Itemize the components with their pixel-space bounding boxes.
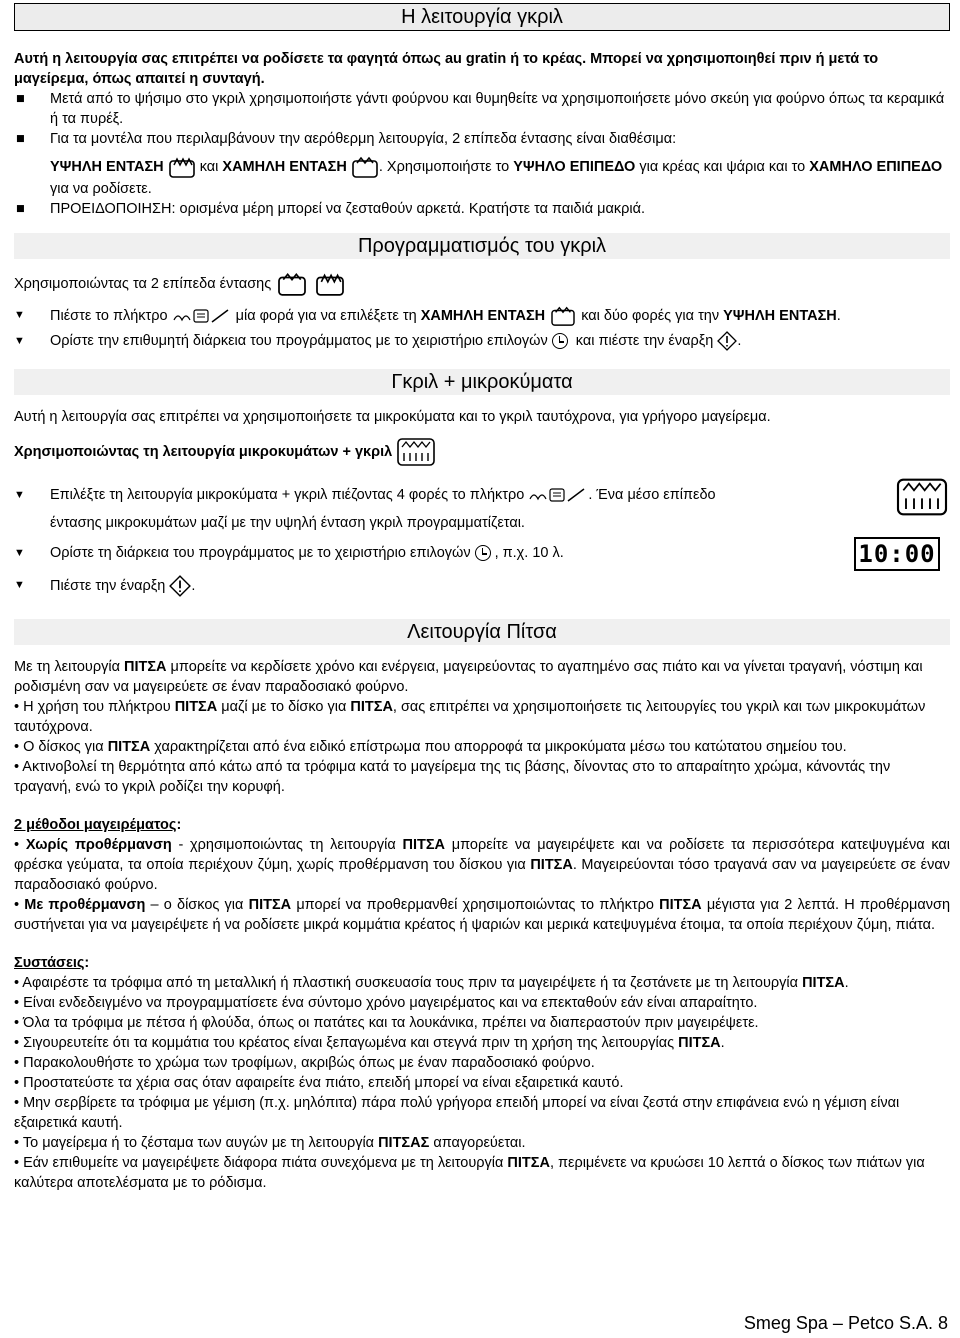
recommendations-title: Συστάσεις: — [14, 955, 90, 971]
prog-section — [14, 271, 950, 353]
microwave-grill-key-icon[interactable] — [528, 485, 588, 505]
grill-bullet-2: ■ Για τα μοντέλα που περιλαμβάνουν την αερόθερμη λειτουργία, 2 επίπεδα έντασης είναι διαθέσιμα: — [16, 131, 677, 147]
combo-step-2: ▼ Ορίστε τη διάρκεια του προγράμματος με το χειριστήριο επιλογών , π.χ. 10 λ. — [14, 545, 564, 561]
method-2: • Με προθέρμανση – ο δίσκος για ΠΙΤΣΑ μπορεί να προθερμανθεί χρησιμοποιώντας το πλήκτρο ΠΙΤΣΑ μέγιστα για 2 λεπτά. Η προθέρμανση συστήνεται για να μαγειρέψετε ή να ροδίσετε μικρά κομμάτια κρέατος ή ψαριών και μερικά κατεψυγμένα έτοιμα, τα οποία περιέχουν ζύμη, πιάτα. — [14, 897, 951, 933]
prog-section-header: Προγραμματισμός του γκριλ — [14, 233, 950, 259]
timer-display: 10:00 — [854, 537, 940, 571]
pizza-p4: • Ακτινοβολεί τη θερμότητα από κάτω από τα τρόφιμα κατά το μαγείρεμα της τις βάσης, δίνοντας στο το απαραίτητο χρώμα, κάνοντάς την τραγανή, ενώ το γκριλ ροδίζει την κορυφή. — [14, 759, 891, 795]
rec-1: • Αφαιρέστε τα τρόφιμα από τη μεταλλική ή πλαστική συσκευασία τους πριν τα μαγειρέψετε ή τα ζεστάνετε με τη λειτουργία ΠΙΤΣΑ. — [14, 975, 849, 991]
grill-levels: ΥΨΗΛΗ ΕΝΤΑΣΗ και ΧΑΜΗΛΗ ΕΝΤΑΣΗ . Χρησιμοποιήστε το ΥΨΗΛΟ ΕΠΙΠΕΔΟ για κρέας και ψάρια και το ΧΑΜΗΛΟ ΕΠΙΠΕΔΟ για να ροδίσετε. — [14, 155, 950, 199]
combo-step-1: ▼ Επιλέξτε τη λειτουργία μικροκύματα + γκριλ πιέζοντας 4 φορές το πλήκτρο . Ένα μέσο επίπεδο — [14, 485, 910, 507]
page-footer: Smeg Spa – Petco S.A. 8 — [743, 1313, 948, 1333]
clock-knob-icon[interactable] — [475, 545, 491, 561]
rec-3: • Όλα τα τρόφιμα με πέτσα ή φλούδα, όπως οι πατάτες και τα λουκάνικα, πρέπει να διαπεραστούν πριν μαγειρέψετε. — [14, 1015, 759, 1031]
page — [14, 0, 950, 1193]
combo-step-3: ▼ Πιέστε την έναρξη . — [14, 575, 950, 597]
pizza-section-header: Λειτουργία Πίτσα — [14, 619, 950, 645]
prog-step-1: ▼ Πιέστε το πλήκτρο μία φορά για να επιλέξετε τη ΧΑΜΗΛΗ ΕΝΤΑΣΗ και δύο φορές για την ΥΨΗΛΗ ΕΝΤΑΣΗ. — [14, 305, 950, 327]
grill-low-icon — [549, 305, 577, 327]
grill-low-icon — [275, 271, 309, 297]
grill-section-header — [14, 3, 950, 31]
pizza-section — [14, 657, 950, 1193]
pizza-p1: Με τη λειτουργία ΠΙΤΣΑ μπορείτε να κερδίσετε χρόνο και ενέργεια, μαγειρεύοντας το αγαπημένο σας πιάτο και να γίνεται τραγανή, νόστιμη και ροδισμένη σαν να μαγειρεύετε σε έναν παραδοσιακό φούρνο. — [14, 659, 923, 695]
grill-bullet-1: ■ Μετά από το ψήσιμο στο γκριλ χρησιμοποιήστε γάντι φούρνου και θυμηθείτε να χρησιμοποιήσετε μόνο σκεύη για φούρνο όπως τα κεραμικά ή τα πυρέξ. — [16, 91, 945, 127]
rec-9: • Εάν επιθυμείτε να μαγειρέψετε διάφορα πιάτα συνεχόμενα με τη λειτουργία ΠΙΤΣΑ, περιμένετε να κρυώσει 10 λεπτά ο δίσκος των πιάτων για καλύτερα αποτελέσματα με το ρόδισμα. — [14, 1155, 925, 1191]
grill-low-icon — [351, 155, 379, 179]
rec-7: • Μην σερβίρετε τα τρόφιμα με γέμιση (π.χ. μηλόπιτα) πάρα πολύ γρήγορα επειδή μπορεί να είναι ζεστά στην επιφάνεια ενώ η γέμιση είναι εξαιρετικά καυτή. — [14, 1095, 900, 1131]
rec-8: • Το μαγείρεμα ή το ζέσταμα των αυγών με τη λειτουργία ΠΙΤΣΑΣ απαγορεύεται. — [14, 1135, 526, 1151]
prog-step-2: ▼ Ορίστε την επιθυμητή διάρκεια του προγράμματος με το χειριστήριο επιλογών και πιέστε την έναρξη . — [14, 331, 950, 353]
clock-knob-icon[interactable] — [552, 333, 568, 349]
combo-intro: Αυτή η λειτουργία σας επιτρέπει να χρησιμοποιήσετε τα μικροκύματα και το γκριλ ταυτόχρονα, για γρήγορο μαγείρεμα. — [14, 409, 771, 425]
grill-high-icon — [313, 271, 347, 297]
start-icon[interactable] — [169, 575, 191, 597]
rec-5: • Παρακολουθήστε το χρώμα των τροφίμων, ακριβώς όπως με έναν παραδοσιακό φούρνο. — [14, 1055, 595, 1071]
methods-title: 2 μέθοδοι μαγειρέματος: — [14, 817, 182, 833]
grill-section — [14, 49, 950, 219]
start-icon[interactable] — [717, 331, 737, 351]
combo-using: Χρησιμοποιώντας τη λειτουργία μικροκυμάτων + γκριλ — [14, 437, 950, 467]
method-1: • Χωρίς προθέρμανση - χρησιμοποιώντας τη λειτουργία ΠΙΤΣΑ μπορείτε να μαγειρέψετε και να ροδίσετε τα περισσότερα κατεψυγμένα και φρέσκα γεύματα, τα οποία περιέχουν ζύμη, χωρίς προθέρμανση του δίσκου για ΠΙΤΣΑ. Μαγειρεύονται τόσο τραγανά σαν να μαγειρεύετε σε έναν παραδοσιακό φούρνο. — [14, 837, 951, 893]
combo-step-1-cont: έντασης μικροκυμάτων μαζί με την υψηλή ένταση γκριλ προγραμματίζεται. — [50, 515, 525, 531]
pizza-p2: • Η χρήση του πλήκτρου ΠΙΤΣΑ μαζί με το δίσκο για ΠΙΤΣΑ, σας επιτρέπει να χρησιμοποιήσετε τις λειτουργίες του γκριλ και των μικροκυμάτων ταυτόχρονα. — [14, 699, 926, 735]
rec-6: • Προστατεύστε τα χέρια σας όταν αφαιρείτε ένα πιάτο, επειδή μπορεί να είναι εξαιρετικά καυτό. — [14, 1075, 624, 1091]
prog-levels-line: Χρησιμοποιώντας τα 2 επίπεδα έντασης — [14, 271, 950, 297]
microwave-grill-icon — [894, 477, 950, 517]
grill-warning: ■ ΠΡΟΕΙΔΟΠΟΙΗΣΗ: ορισμένα μέρη μπορεί να ζεσταθούν αρκετά. Κρατήστε τα παιδιά μακριά. — [16, 201, 646, 217]
rec-2: • Είναι ενδεδειγμένο να προγραμματίσετε ένα σύντομο χρόνο μαγειρέματος και να επεκταθούν εάν είναι απαραίτητο. — [14, 995, 758, 1011]
grill-title: Η λειτουργία γκριλ — [401, 6, 563, 28]
grill-intro: Αυτή η λειτουργία σας επιτρέπει να ροδίσετε τα φαγητά όπως au gratin ή το κρέας. Μπορεί να χρησιμοποιηθεί πριν ή μετά το μαγείρεμα, όπως απαιτεί η συνταγή. — [14, 51, 879, 87]
grill-high-icon — [168, 155, 196, 179]
pizza-p3: • Ο δίσκος για ΠΙΤΣΑ χαρακτηρίζεται από ένα ειδικό επίστρωμα που απορροφά τα μικροκύματα μέσω του κατώτατου σημείου του. — [14, 739, 847, 755]
rec-4: • Σιγουρευτείτε ότι τα κομμάτια του κρέατος είναι ξεπαγωμένα και στεγνά πριν τη χρήση της λειτουργίας ΠΙΤΣΑ. — [14, 1035, 725, 1051]
combo-section — [14, 407, 950, 597]
microwave-grill-icon — [396, 437, 436, 467]
microwave-grill-key-icon[interactable] — [172, 306, 232, 326]
combo-section-header: Γκριλ + μικροκύματα — [14, 369, 950, 395]
